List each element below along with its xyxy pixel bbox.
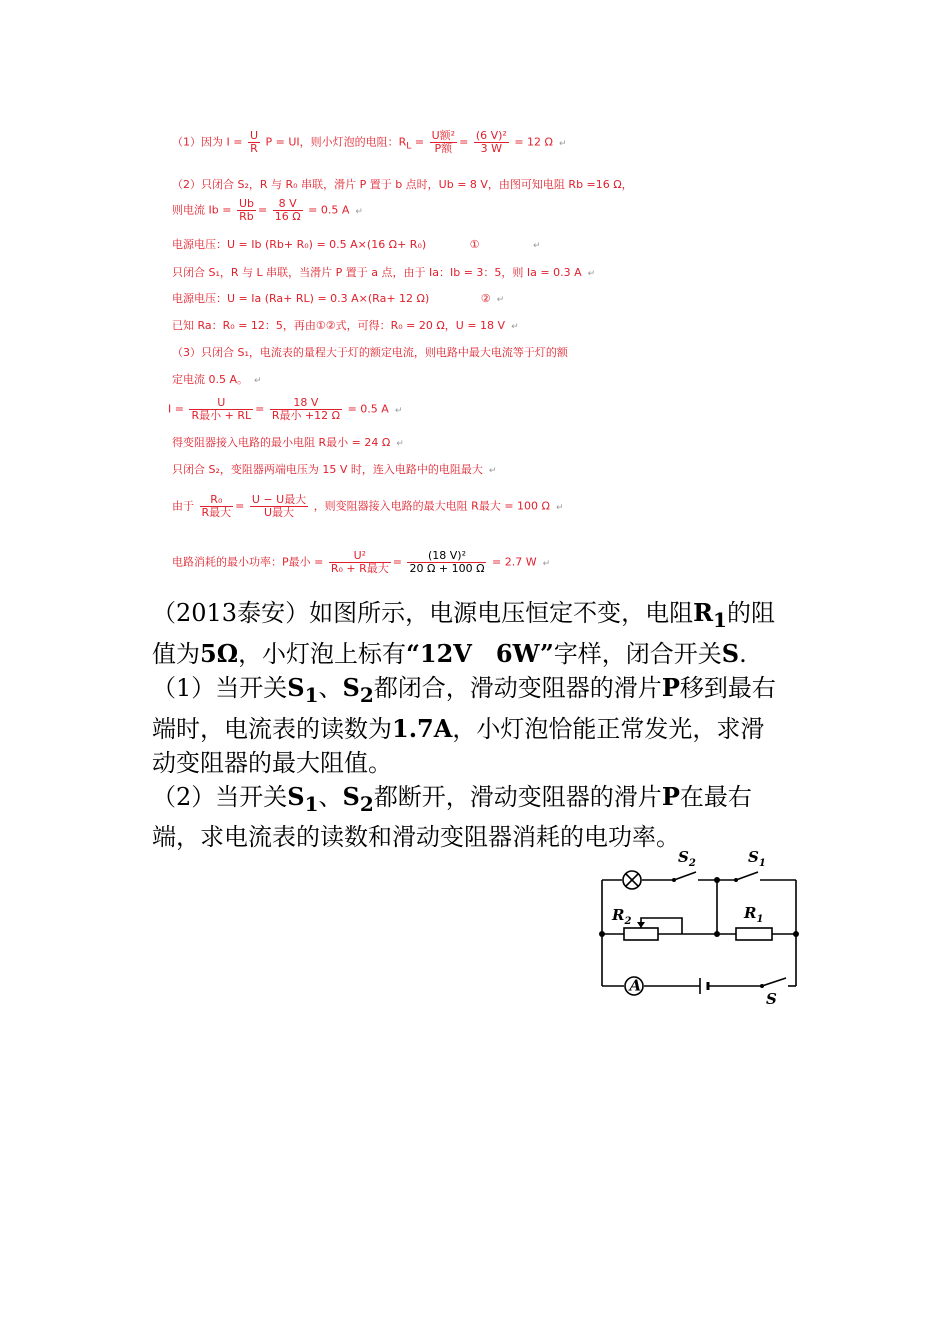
equation-mark: ② xyxy=(480,292,491,305)
junction-dot xyxy=(599,931,605,937)
text: 端时，电流表的读数为 xyxy=(152,714,392,743)
subscript: 2 xyxy=(359,682,374,707)
numerator: (18 V)² xyxy=(407,550,486,563)
solution-line-12 xyxy=(172,463,496,478)
denominator: U最大 xyxy=(264,506,295,519)
text: S xyxy=(287,672,305,702)
denominator: R₀ + R最大 xyxy=(330,562,389,575)
return-mark: ↵ xyxy=(355,206,363,217)
denominator: R xyxy=(250,142,258,155)
text: ，小灯泡上标有 xyxy=(238,639,407,668)
return-mark: ↵ xyxy=(511,322,519,332)
fraction xyxy=(270,397,342,422)
text: ，则变阻器接入电路的最大电阻 R最大 = 100 Ω xyxy=(313,499,550,513)
problem-line-6 xyxy=(152,780,872,821)
text: 由于 xyxy=(172,499,198,513)
numerator: R₀ xyxy=(200,494,234,507)
text: 电路消耗的最小功率：P最小 = xyxy=(172,555,327,569)
equation-mark: ① xyxy=(469,238,480,251)
fraction xyxy=(273,198,303,223)
denominator: 3 W xyxy=(480,142,502,155)
text: R xyxy=(693,598,714,627)
text: = 0.5 A xyxy=(308,203,350,217)
text: 的阻 xyxy=(726,599,775,627)
problem-line-7: 端，求电流表的读数和滑动变阻器消耗的电功率。 xyxy=(152,823,680,852)
numerator: U − U最大 xyxy=(251,493,307,506)
text: S xyxy=(342,672,360,702)
solution-line-1: （1）因为 I = $\frac{U}{R}$ P = UI，则小灯泡的电阻：$R_L$ = $\frac{\text{U额²}}{\text{P额}}$ = $\frac{\text{(6 V)²}}{3 W}$ = 12 Ω ↵ xyxy=(172,129,567,155)
solution-line-14: 电路消耗的最小功率：P最小 = $\frac{\text{U²}}{\text{R₀ + R最大}}$ = $\frac{\text{(18 V)²}}{20 \Omega + 100 \Omega}$ = 2.7 W ↵ xyxy=(172,549,551,575)
text: P xyxy=(661,672,680,702)
fraction xyxy=(237,198,256,223)
return-mark: ↵ xyxy=(394,405,403,416)
text: 得变阻器接入电路的最小电阻 R最小 = 24 Ω xyxy=(172,436,391,449)
denominator: 16 Ω xyxy=(274,210,301,223)
return-mark: ↵ xyxy=(533,241,541,251)
text: = xyxy=(411,135,428,149)
problem-line-2 xyxy=(152,637,872,671)
text: 电源电压：U = Ia (Ra+ RL) = 0.3 A×(Ra+ 12 Ω) xyxy=(172,292,430,305)
text: （2013泰安）如图所示，电源电压恒定不变，电阻 xyxy=(152,599,694,627)
solution-line-11 xyxy=(172,436,404,451)
subscript: L xyxy=(406,140,412,152)
text: = 0.5 A xyxy=(347,402,389,416)
numerator: U xyxy=(249,129,259,142)
slider-wire xyxy=(641,918,682,934)
text: 移到最右 xyxy=(679,673,776,702)
problem-statement xyxy=(152,596,872,854)
numerator: U² xyxy=(329,550,391,563)
text: （1）因为 I = xyxy=(172,135,246,149)
text: . xyxy=(739,639,747,668)
denominator: Rb xyxy=(239,210,254,223)
denominator: R最小 +12 Ω xyxy=(271,409,341,422)
problem-line-1 xyxy=(152,596,872,637)
denominator: P额 xyxy=(434,142,453,155)
text: P = UI，则小灯泡的电阻：R xyxy=(265,135,407,149)
fraction xyxy=(329,550,391,575)
denominator: 20 Ω + 100 Ω xyxy=(409,562,485,575)
numerator: Ub xyxy=(238,197,254,210)
circuit-diagram xyxy=(590,840,810,1010)
text: 定电流 0.5 A。 xyxy=(172,373,249,386)
return-mark: ↵ xyxy=(254,376,262,386)
ammeter-label: A xyxy=(629,976,642,995)
text: 只闭合 S₂，变阻器两端电压为 15 V 时，连入电路中的电阻最大 xyxy=(172,463,483,476)
junction-dot xyxy=(714,931,720,937)
text: （2）当开关 xyxy=(152,782,288,811)
numerator: U额² xyxy=(431,129,456,142)
junction-dot xyxy=(714,877,720,883)
text: P xyxy=(661,781,680,811)
solution-line-3: 则电流 Ib = $\frac{Ub}{Rb}$ = $\frac{8 V}{16 \Omega}$ = 0.5 A ↵ xyxy=(172,197,363,223)
fraction xyxy=(250,494,308,519)
text: 1.7A xyxy=(392,713,453,743)
text: （1）当开关 xyxy=(152,673,288,702)
switch-s2 xyxy=(674,872,696,880)
solution-line-6 xyxy=(172,292,504,307)
slider-arrow-icon xyxy=(637,922,645,928)
text: “12V 6W” xyxy=(406,638,554,668)
resistor-r1 xyxy=(736,928,772,940)
problem-line-3 xyxy=(152,671,872,712)
text: 5Ω xyxy=(200,638,239,668)
text: 电源电压：U = Ib (Rb+ R₀) = 0.5 A×(16 Ω+ R₀) xyxy=(172,238,427,251)
return-mark: ↵ xyxy=(587,269,596,279)
text: 都闭合，滑动变阻器的滑片 xyxy=(373,673,662,702)
switch-contact xyxy=(760,984,764,988)
text: 在最右 xyxy=(679,782,752,811)
text: S xyxy=(287,781,305,811)
problem-line-4 xyxy=(152,712,872,746)
fraction xyxy=(430,130,457,155)
return-mark: ↵ xyxy=(555,502,564,513)
text: 则电流 Ib = xyxy=(172,203,235,217)
solution-line-4 xyxy=(172,238,541,253)
subscript: 1 xyxy=(713,607,727,632)
junction-dot xyxy=(793,931,799,937)
text: 值为 xyxy=(152,639,200,668)
text: 、 xyxy=(318,782,343,811)
fraction xyxy=(474,130,509,155)
text: 已知 Ra：R₀ = 12：5，再由①②式，可得：R₀ = 20 Ω，U = 18 V xyxy=(172,319,506,332)
return-mark: ↵ xyxy=(496,295,505,305)
numerator: 8 V xyxy=(273,198,303,211)
numerator: 18 V xyxy=(270,397,342,410)
solution-line-9 xyxy=(172,373,262,388)
subscript: 1 xyxy=(304,791,319,816)
subscript: 2 xyxy=(359,791,374,816)
subscript: 1 xyxy=(304,682,319,707)
text: 、 xyxy=(318,673,343,702)
solution-line-5 xyxy=(172,266,595,281)
text: = 2.7 W xyxy=(491,555,537,569)
numerator: (6 V)² xyxy=(475,129,507,142)
switch-contact xyxy=(734,878,738,882)
solution-line-8: （3）只闭合 S₁，电流表的量程大于灯的额定电流，则电路中最大电流等于灯的额 xyxy=(172,346,568,359)
label-s1: $S_1$ xyxy=(748,848,766,869)
text: 都断开，滑动变阻器的滑片 xyxy=(373,782,662,811)
solution-line-7 xyxy=(172,319,519,334)
switch-contact xyxy=(672,878,676,882)
label-s: S xyxy=(766,990,777,1008)
fraction xyxy=(189,397,253,422)
solution-line-2: （2）只闭合 S₂，R 与 R₀ 串联，滑片 P 置于 b 点时，Ub = 8 V，由图可知电阻 Rb =16 Ω， xyxy=(172,178,633,191)
denominator: R最大 xyxy=(201,506,232,519)
label-r1: $R_1$ xyxy=(744,904,764,925)
text: S xyxy=(342,781,360,811)
fraction xyxy=(200,494,234,519)
return-mark: ↵ xyxy=(396,439,404,449)
text: = 12 Ω xyxy=(514,135,553,149)
return-mark: ↵ xyxy=(488,466,497,476)
label-s2: $S_2$ xyxy=(678,848,696,869)
problem-line-5: 动变阻器的最大阻值。 xyxy=(152,748,392,777)
text: I = xyxy=(168,402,188,416)
denominator: R最小 + RL xyxy=(191,409,252,422)
fraction xyxy=(248,130,260,155)
numerator: U xyxy=(189,397,253,410)
text: 字样，闭合开关 xyxy=(553,639,722,668)
label-r2: $R_2$ xyxy=(612,906,632,927)
solution-line-10: I = $\frac{U}{\text{R最小 + RL}}$ = $\frac{18 V}{\text{R最小 +12 Ω}}$ = 0.5 A ↵ xyxy=(168,396,403,422)
fraction xyxy=(407,550,486,575)
text: ，小灯泡恰能正常发光，求滑 xyxy=(452,714,765,743)
return-mark: ↵ xyxy=(558,138,567,149)
text: S xyxy=(721,638,740,668)
return-mark: ↵ xyxy=(542,558,551,569)
resistor-r2 xyxy=(624,928,658,940)
switch-s1 xyxy=(736,872,758,880)
switch-s xyxy=(762,978,786,986)
solution-line-13: 由于 $\frac{\text{R₀}}{\text{R最大}}$ = $\frac{\text{U − U最大}}{\text{U最大}}$ ，则变阻器接入电路的最大电阻 R最大 = 100 Ω ↵ xyxy=(172,493,564,519)
text: 只闭合 S₁，R 与 L 串联，当滑片 P 置于 a 点，由于 Ia：Ib = 3：5，则 Ia = 0.3 A xyxy=(172,266,582,279)
